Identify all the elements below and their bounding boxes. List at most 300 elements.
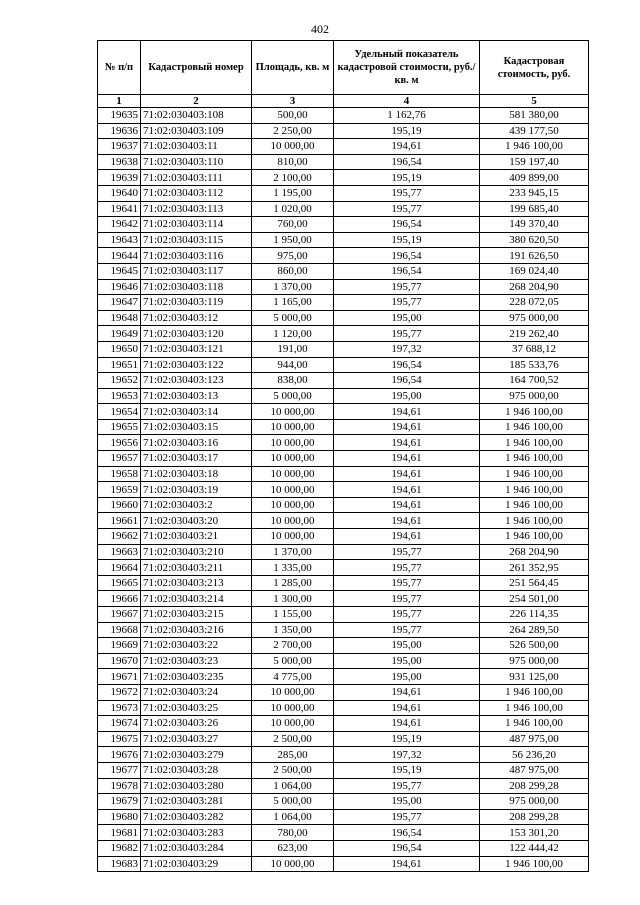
cadastral-number: 71:02:030403:281	[141, 794, 252, 810]
area-value: 2 500,00	[252, 762, 334, 778]
row-index: 19643	[98, 232, 141, 248]
cadastral-value: 185 533,76	[480, 357, 589, 373]
row-index: 19670	[98, 653, 141, 669]
area-value: 285,00	[252, 747, 334, 763]
cadastral-value: 487 975,00	[480, 762, 589, 778]
area-value: 1 350,00	[252, 622, 334, 638]
area-value: 1 300,00	[252, 591, 334, 607]
area-value: 10 000,00	[252, 466, 334, 482]
specific-value: 194,61	[334, 404, 480, 420]
specific-value: 195,19	[334, 170, 480, 186]
cadastral-number: 71:02:030403:114	[141, 217, 252, 233]
row-index: 19679	[98, 794, 141, 810]
cadastral-value: 1 946 100,00	[480, 856, 589, 872]
area-value: 1 020,00	[252, 201, 334, 217]
cadastral-value: 268 204,90	[480, 279, 589, 295]
table-row	[98, 497, 589, 513]
row-index: 19662	[98, 529, 141, 545]
row-index: 19650	[98, 341, 141, 357]
column-number: 4	[334, 95, 480, 108]
row-index: 19642	[98, 217, 141, 233]
cadastral-number: 71:02:030403:235	[141, 669, 252, 685]
cadastral-value: 233 945,15	[480, 185, 589, 201]
area-value: 810,00	[252, 154, 334, 170]
cadastral-value: 149 370,40	[480, 217, 589, 233]
cadastral-number: 71:02:030403:120	[141, 326, 252, 342]
cadastral-value: 409 899,00	[480, 170, 589, 186]
cadastral-value: 1 946 100,00	[480, 513, 589, 529]
row-index: 19656	[98, 435, 141, 451]
cadastral-number: 71:02:030403:17	[141, 451, 252, 467]
table-row	[98, 451, 589, 467]
cadastral-value: 169 024,40	[480, 263, 589, 279]
specific-value: 195,77	[334, 295, 480, 311]
area-value: 838,00	[252, 373, 334, 389]
table-row	[98, 388, 589, 404]
table-row	[98, 404, 589, 420]
table-row	[98, 123, 589, 139]
cadastral-value: 931 125,00	[480, 669, 589, 685]
row-index: 19678	[98, 778, 141, 794]
row-index: 19669	[98, 638, 141, 654]
table-row	[98, 591, 589, 607]
row-index: 19661	[98, 513, 141, 529]
specific-value: 196,54	[334, 357, 480, 373]
specific-value: 195,00	[334, 388, 480, 404]
row-index: 19666	[98, 591, 141, 607]
cadastral-value: 251 564,45	[480, 575, 589, 591]
row-index: 19659	[98, 482, 141, 498]
area-value: 10 000,00	[252, 451, 334, 467]
area-value: 5 000,00	[252, 388, 334, 404]
table-row	[98, 170, 589, 186]
area-value: 500,00	[252, 108, 334, 124]
cadastral-table	[97, 40, 589, 872]
row-index: 19652	[98, 373, 141, 389]
specific-value: 194,61	[334, 684, 480, 700]
row-index: 19648	[98, 310, 141, 326]
cadastral-value: 526 500,00	[480, 638, 589, 654]
row-index: 19674	[98, 716, 141, 732]
row-index: 19668	[98, 622, 141, 638]
column-number: 2	[141, 95, 252, 108]
cadastral-value: 1 946 100,00	[480, 139, 589, 155]
column-numbers-row	[98, 95, 589, 108]
cadastral-value: 228 072,05	[480, 295, 589, 311]
cadastral-value: 268 204,90	[480, 544, 589, 560]
cadastral-value: 164 700,52	[480, 373, 589, 389]
specific-value: 195,77	[334, 778, 480, 794]
specific-value: 196,54	[334, 248, 480, 264]
cadastral-number: 71:02:030403:122	[141, 357, 252, 373]
specific-value: 195,77	[334, 544, 480, 560]
cadastral-value: 159 197,40	[480, 154, 589, 170]
cadastral-value: 199 685,40	[480, 201, 589, 217]
table-row	[98, 529, 589, 545]
specific-value: 195,19	[334, 123, 480, 139]
row-index: 19649	[98, 326, 141, 342]
table-row	[98, 201, 589, 217]
area-value: 1 120,00	[252, 326, 334, 342]
table-row	[98, 482, 589, 498]
area-value: 1 195,00	[252, 185, 334, 201]
area-value: 2 250,00	[252, 123, 334, 139]
table-header-row	[98, 41, 589, 95]
specific-value: 195,00	[334, 794, 480, 810]
cadastral-number: 71:02:030403:214	[141, 591, 252, 607]
cadastral-number: 71:02:030403:215	[141, 607, 252, 623]
cadastral-value: 1 946 100,00	[480, 684, 589, 700]
table-row	[98, 373, 589, 389]
cadastral-number: 71:02:030403:18	[141, 466, 252, 482]
cadastral-number: 71:02:030403:29	[141, 856, 252, 872]
row-index: 19681	[98, 825, 141, 841]
area-value: 191,00	[252, 341, 334, 357]
specific-value: 196,54	[334, 825, 480, 841]
cadastral-value: 254 501,00	[480, 591, 589, 607]
row-index: 19675	[98, 731, 141, 747]
specific-value: 194,61	[334, 451, 480, 467]
cadastral-number: 71:02:030403:21	[141, 529, 252, 545]
cadastral-number: 71:02:030403:15	[141, 419, 252, 435]
specific-value: 195,00	[334, 638, 480, 654]
cadastral-number: 71:02:030403:110	[141, 154, 252, 170]
cadastral-number: 71:02:030403:26	[141, 716, 252, 732]
cadastral-value: 380 620,50	[480, 232, 589, 248]
cadastral-number: 71:02:030403:115	[141, 232, 252, 248]
area-value: 5 000,00	[252, 310, 334, 326]
cadastral-number: 71:02:030403:282	[141, 809, 252, 825]
specific-value: 195,19	[334, 731, 480, 747]
table-row	[98, 185, 589, 201]
row-index: 19657	[98, 451, 141, 467]
row-index: 19680	[98, 809, 141, 825]
specific-value: 195,77	[334, 575, 480, 591]
row-index: 19682	[98, 840, 141, 856]
table-row	[98, 341, 589, 357]
cadastral-number: 71:02:030403:283	[141, 825, 252, 841]
cadastral-number: 71:02:030403:116	[141, 248, 252, 264]
area-value: 1 370,00	[252, 279, 334, 295]
area-value: 2 500,00	[252, 731, 334, 747]
cadastral-number: 71:02:030403:11	[141, 139, 252, 155]
cadastral-value: 264 289,50	[480, 622, 589, 638]
table-row	[98, 622, 589, 638]
table-row	[98, 809, 589, 825]
specific-value: 196,54	[334, 154, 480, 170]
row-index: 19641	[98, 201, 141, 217]
cadastral-number: 71:02:030403:14	[141, 404, 252, 420]
table-row	[98, 435, 589, 451]
table-row	[98, 607, 589, 623]
cadastral-value: 208 299,28	[480, 809, 589, 825]
table-row	[98, 310, 589, 326]
table-row	[98, 856, 589, 872]
row-index: 19665	[98, 575, 141, 591]
specific-value: 195,00	[334, 310, 480, 326]
specific-value: 194,61	[334, 497, 480, 513]
area-value: 1 064,00	[252, 809, 334, 825]
area-value: 10 000,00	[252, 529, 334, 545]
cadastral-value: 975 000,00	[480, 653, 589, 669]
row-index: 19672	[98, 684, 141, 700]
header-cadastral-value: Кадастровая стоимость, руб.	[480, 41, 589, 95]
area-value: 1 064,00	[252, 778, 334, 794]
cadastral-value: 581 380,00	[480, 108, 589, 124]
table-row	[98, 762, 589, 778]
cadastral-number: 71:02:030403:27	[141, 731, 252, 747]
header-specific-value: Удельный показатель кадастровой стоимости, руб./кв. м	[334, 41, 480, 95]
cadastral-number: 71:02:030403:216	[141, 622, 252, 638]
table-row	[98, 653, 589, 669]
row-index: 19654	[98, 404, 141, 420]
table-row	[98, 326, 589, 342]
specific-value: 196,54	[334, 840, 480, 856]
specific-value: 194,61	[334, 856, 480, 872]
cadastral-value: 487 975,00	[480, 731, 589, 747]
specific-value: 195,19	[334, 762, 480, 778]
specific-value: 194,61	[334, 482, 480, 498]
cadastral-number: 71:02:030403:117	[141, 263, 252, 279]
row-index: 19655	[98, 419, 141, 435]
area-value: 10 000,00	[252, 404, 334, 420]
area-value: 10 000,00	[252, 139, 334, 155]
specific-value: 194,61	[334, 139, 480, 155]
page-number: 402	[311, 22, 329, 36]
cadastral-number: 71:02:030403:123	[141, 373, 252, 389]
row-index: 19653	[98, 388, 141, 404]
table-row	[98, 778, 589, 794]
column-number: 5	[480, 95, 589, 108]
cadastral-number: 71:02:030403:210	[141, 544, 252, 560]
specific-value: 195,77	[334, 560, 480, 576]
header-area: Площадь, кв. м	[252, 41, 334, 95]
cadastral-value: 1 946 100,00	[480, 419, 589, 435]
cadastral-number: 71:02:030403:112	[141, 185, 252, 201]
column-number: 3	[252, 95, 334, 108]
row-index: 19663	[98, 544, 141, 560]
specific-value: 195,77	[334, 326, 480, 342]
cadastral-number: 71:02:030403:284	[141, 840, 252, 856]
area-value: 10 000,00	[252, 435, 334, 451]
specific-value: 194,61	[334, 435, 480, 451]
column-number: 1	[98, 95, 141, 108]
table-row	[98, 840, 589, 856]
table-row	[98, 825, 589, 841]
cadastral-number: 71:02:030403:121	[141, 341, 252, 357]
cadastral-number: 71:02:030403:28	[141, 762, 252, 778]
cadastral-number: 71:02:030403:24	[141, 684, 252, 700]
table-row	[98, 466, 589, 482]
cadastral-number: 71:02:030403:16	[141, 435, 252, 451]
table-row	[98, 279, 589, 295]
area-value: 10 000,00	[252, 856, 334, 872]
area-value: 10 000,00	[252, 716, 334, 732]
specific-value: 195,00	[334, 669, 480, 685]
specific-value: 195,77	[334, 622, 480, 638]
area-value: 10 000,00	[252, 482, 334, 498]
table-row	[98, 513, 589, 529]
specific-value: 196,54	[334, 217, 480, 233]
cadastral-number: 71:02:030403:23	[141, 653, 252, 669]
cadastral-value: 975 000,00	[480, 794, 589, 810]
area-value: 1 165,00	[252, 295, 334, 311]
cadastral-number: 71:02:030403:109	[141, 123, 252, 139]
cadastral-value: 191 626,50	[480, 248, 589, 264]
row-index: 19645	[98, 263, 141, 279]
row-index: 19683	[98, 856, 141, 872]
specific-value: 195,77	[334, 201, 480, 217]
row-index: 19640	[98, 185, 141, 201]
specific-value: 1 162,76	[334, 108, 480, 124]
specific-value: 194,61	[334, 466, 480, 482]
area-value: 860,00	[252, 263, 334, 279]
row-index: 19644	[98, 248, 141, 264]
cadastral-value: 208 299,28	[480, 778, 589, 794]
cadastral-number: 71:02:030403:280	[141, 778, 252, 794]
header-index: № п/п	[98, 41, 141, 95]
cadastral-value: 1 946 100,00	[480, 700, 589, 716]
cadastral-value: 261 352,95	[480, 560, 589, 576]
area-value: 780,00	[252, 825, 334, 841]
area-value: 975,00	[252, 248, 334, 264]
cadastral-value: 1 946 100,00	[480, 716, 589, 732]
cadastral-value: 1 946 100,00	[480, 404, 589, 420]
cadastral-number: 71:02:030403:12	[141, 310, 252, 326]
cadastral-value: 153 301,20	[480, 825, 589, 841]
table-row	[98, 731, 589, 747]
cadastral-value: 1 946 100,00	[480, 466, 589, 482]
cadastral-value: 226 114,35	[480, 607, 589, 623]
specific-value: 195,77	[334, 591, 480, 607]
row-index: 19677	[98, 762, 141, 778]
cadastral-number: 71:02:030403:113	[141, 201, 252, 217]
area-value: 1 950,00	[252, 232, 334, 248]
cadastral-value: 56 236,20	[480, 747, 589, 763]
table-row	[98, 217, 589, 233]
cadastral-number: 71:02:030403:111	[141, 170, 252, 186]
row-index: 19667	[98, 607, 141, 623]
cadastral-value: 1 946 100,00	[480, 435, 589, 451]
table-row	[98, 560, 589, 576]
area-value: 5 000,00	[252, 794, 334, 810]
table-row	[98, 684, 589, 700]
cadastral-value: 122 444,42	[480, 840, 589, 856]
row-index: 19676	[98, 747, 141, 763]
row-index: 19637	[98, 139, 141, 155]
cadastral-value: 975 000,00	[480, 310, 589, 326]
table-row	[98, 575, 589, 591]
area-value: 10 000,00	[252, 684, 334, 700]
specific-value: 195,77	[334, 279, 480, 295]
area-value: 1 155,00	[252, 607, 334, 623]
table-row	[98, 747, 589, 763]
area-value: 2 100,00	[252, 170, 334, 186]
table-row	[98, 108, 589, 124]
cadastral-value: 1 946 100,00	[480, 529, 589, 545]
table-row	[98, 716, 589, 732]
area-value: 10 000,00	[252, 419, 334, 435]
row-index: 19638	[98, 154, 141, 170]
cadastral-number: 71:02:030403:119	[141, 295, 252, 311]
table-row	[98, 357, 589, 373]
cadastral-number: 71:02:030403:22	[141, 638, 252, 654]
specific-value: 194,61	[334, 419, 480, 435]
row-index: 19646	[98, 279, 141, 295]
row-index: 19639	[98, 170, 141, 186]
table-body	[98, 108, 589, 872]
table-row	[98, 154, 589, 170]
area-value: 623,00	[252, 840, 334, 856]
row-index: 19664	[98, 560, 141, 576]
area-value: 760,00	[252, 217, 334, 233]
specific-value: 195,77	[334, 185, 480, 201]
cadastral-number: 71:02:030403:13	[141, 388, 252, 404]
cadastral-number: 71:02:030403:213	[141, 575, 252, 591]
area-value: 5 000,00	[252, 653, 334, 669]
area-value: 10 000,00	[252, 497, 334, 513]
specific-value: 197,32	[334, 341, 480, 357]
cadastral-number: 71:02:030403:279	[141, 747, 252, 763]
row-index: 19651	[98, 357, 141, 373]
cadastral-value: 1 946 100,00	[480, 482, 589, 498]
specific-value: 195,19	[334, 232, 480, 248]
area-value: 2 700,00	[252, 638, 334, 654]
specific-value: 195,00	[334, 653, 480, 669]
specific-value: 197,32	[334, 747, 480, 763]
table-row	[98, 248, 589, 264]
area-value: 944,00	[252, 357, 334, 373]
cadastral-value: 975 000,00	[480, 388, 589, 404]
cadastral-number: 71:02:030403:20	[141, 513, 252, 529]
table-row	[98, 669, 589, 685]
row-index: 19671	[98, 669, 141, 685]
cadastral-number: 71:02:030403:118	[141, 279, 252, 295]
table-row	[98, 139, 589, 155]
row-index: 19635	[98, 108, 141, 124]
area-value: 1 370,00	[252, 544, 334, 560]
row-index: 19660	[98, 497, 141, 513]
area-value: 10 000,00	[252, 700, 334, 716]
cadastral-number: 71:02:030403:108	[141, 108, 252, 124]
area-value: 1 285,00	[252, 575, 334, 591]
specific-value: 195,77	[334, 809, 480, 825]
header-cadastral-number: Кадастровый номер	[141, 41, 252, 95]
specific-value: 194,61	[334, 513, 480, 529]
table-row	[98, 295, 589, 311]
area-value: 4 775,00	[252, 669, 334, 685]
table-row	[98, 232, 589, 248]
cadastral-value: 37 688,12	[480, 341, 589, 357]
specific-value: 196,54	[334, 263, 480, 279]
cadastral-value: 1 946 100,00	[480, 451, 589, 467]
specific-value: 194,61	[334, 529, 480, 545]
cadastral-value: 219 262,40	[480, 326, 589, 342]
specific-value: 194,61	[334, 700, 480, 716]
table-row	[98, 700, 589, 716]
cadastral-number: 71:02:030403:25	[141, 700, 252, 716]
table-row	[98, 794, 589, 810]
specific-value: 194,61	[334, 716, 480, 732]
area-value: 1 335,00	[252, 560, 334, 576]
area-value: 10 000,00	[252, 513, 334, 529]
table-row	[98, 544, 589, 560]
table-row	[98, 638, 589, 654]
cadastral-number: 71:02:030403:211	[141, 560, 252, 576]
cadastral-number: 71:02:030403:2	[141, 497, 252, 513]
cadastral-number: 71:02:030403:19	[141, 482, 252, 498]
row-index: 19658	[98, 466, 141, 482]
